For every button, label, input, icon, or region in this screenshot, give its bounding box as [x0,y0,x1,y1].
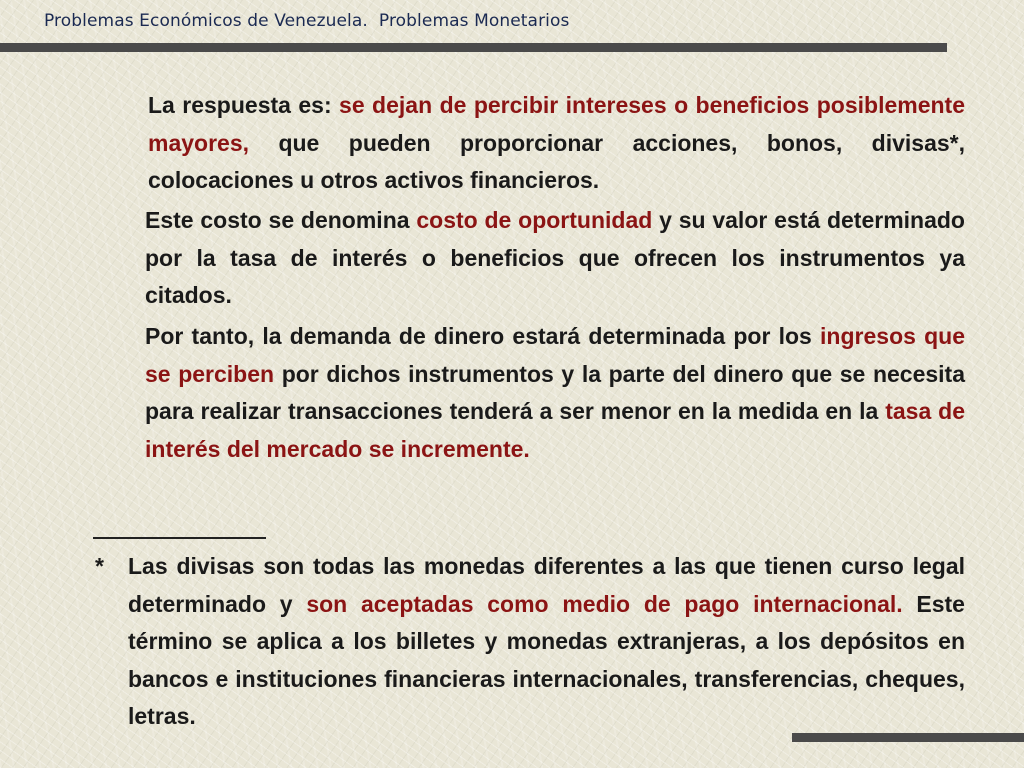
paragraph-answer-rest: que pueden proporcionar acciones, bonos, divisas*, colocaciones u otros activos financieros. [148,129,965,193]
paragraph-money-demand-highlight-rate: tasa de interés del mercado se incremente. [145,398,966,462]
paragraph-opportunity-cost-intro: Este costo se denomina [145,207,417,233]
header-title: Problemas Económicos de Venezuela. Problemas Monetarios [44,11,570,31]
paragraph-opportunity-cost [145,202,965,315]
footnote-rest: Este término se aplica a los billetes y monedas extranjeras, a los depósitos en bancos e instituciones financieras internacionales, transferencias, cheques, letras. [128,590,965,729]
paragraph-money-demand-middle: por dichos instrumentos y la parte del dinero que se necesita para realizar transacciones tenderá a ser menor en la medida en la [145,360,965,424]
paragraph-money-demand-highlight-income: ingresos que se perciben [145,323,966,387]
footnote-text [128,548,965,736]
paragraph-money-demand [145,318,965,468]
footnote-rule [93,537,266,539]
paragraph-opportunity-cost-highlight: costo de oportunidad [416,207,653,233]
footnote-marker: * [95,553,104,579]
paragraph-money-demand-intro: Por tanto, la demanda de dinero estará determinada por los [145,323,821,349]
top-rule [0,43,947,52]
footnote-intro: Las divisas son todas las monedas diferentes a las que tienen curso legal determinado y [128,553,965,617]
footnote-highlight: son aceptadas como medio de pago internacional. [306,590,903,617]
bottom-rule [792,733,1024,742]
paragraph-opportunity-cost-rest: y su valor está determinado por la tasa de interés o beneficios que ofrecen los instrumentos ya citados. [145,207,965,308]
paragraph-answer-intro: La respuesta es: [148,92,340,118]
paragraph-answer [148,87,965,200]
paragraph-answer-highlight: se dejan de percibir intereses o beneficios posiblemente mayores, [148,92,965,156]
